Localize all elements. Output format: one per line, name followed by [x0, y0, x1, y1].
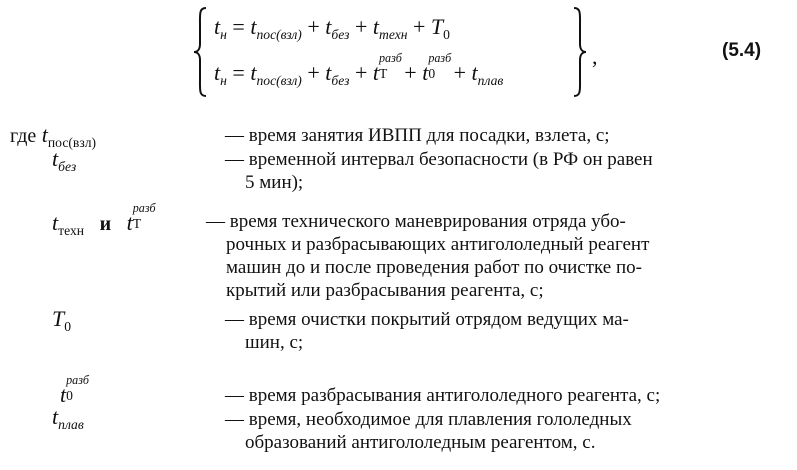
equation-number: (5.4)	[722, 40, 762, 61]
definition-symbol-t-spread: t разб 0	[60, 373, 90, 407]
definition-symbol-t-melt: $t_{плав}$	[52, 404, 84, 432]
and-word: и	[99, 213, 112, 235]
definition-text: — время технического маневрирования отряда убо- рочных и разбрасывающих антигололедный реагент машин до и после проведения работ по очистке по- крытий или разбрасывания реагента, с;	[206, 211, 650, 301]
definition-symbol-t-maneuver: $t_{техн}$ и t разб T	[52, 201, 156, 238]
formula-line-2: $t_н = t_{пос(взл)} + t_{без} + t$ разб T + t разб 0 + $t_{плав}$	[214, 51, 504, 88]
formula-line-1: $t_н = t_{пос(взл)} + t_{без} + t_{техн} + T_0$	[214, 14, 450, 42]
definition-text: — время занятия ИВПП для посадки, взлета, с;	[225, 125, 610, 146]
left-brace	[192, 6, 208, 98]
definition-symbol-t-landing: где $t_{пос(взл)}$	[10, 122, 97, 150]
definition-symbol-T0: $T_0$	[52, 306, 72, 334]
formula-comma: ,	[592, 44, 598, 69]
definition-text: — время очистки покрытий отрядом ведущих ма- шин, с;	[225, 309, 629, 353]
definition-text: — временной интервал безопасности (в РФ он равен 5 мин);	[225, 149, 653, 193]
where-word: где	[10, 125, 37, 147]
definition-text: — время, необходимое для плавления гололедных образований антигололедным реагентом, с.	[225, 409, 632, 453]
definition-text: — время разбрасывания антигололедного реагента, с;	[225, 385, 661, 406]
right-brace	[572, 6, 588, 98]
definition-symbol-t-safety: $t_{без}$	[52, 146, 77, 174]
